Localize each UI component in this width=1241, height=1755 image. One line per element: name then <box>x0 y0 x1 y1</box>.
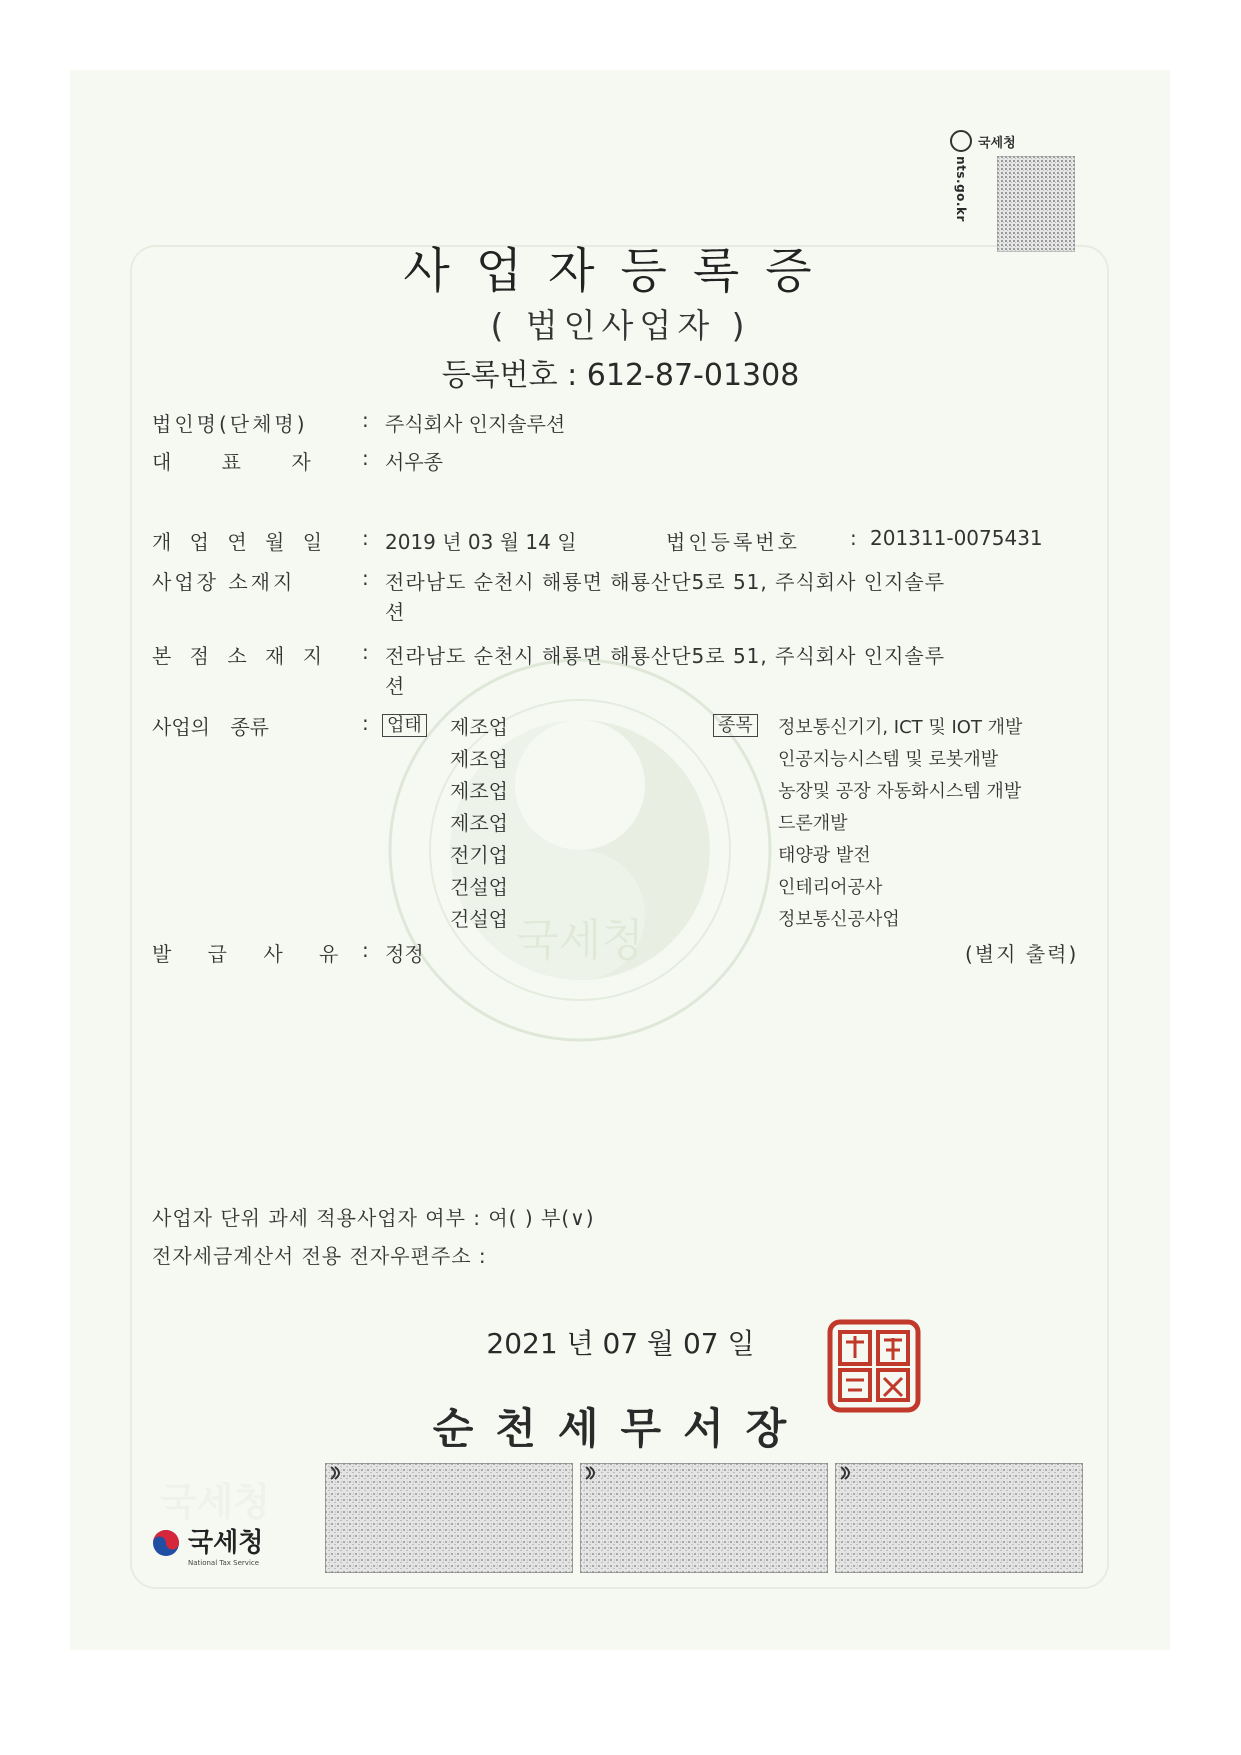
jongmok-item: 정보통신공사업 <box>778 909 900 930</box>
biz-address-label: 사업장 소재지 <box>152 570 296 594</box>
jongmok-item: 정보통신기기, ICT 및 IOT 개발 <box>778 717 1023 738</box>
colon: : <box>362 640 369 664</box>
corp-reg-label: 법인등록번호 <box>666 530 800 554</box>
jongmok-tag-text: 종목 <box>713 714 758 737</box>
document-subtitle: ( 법인사업자 ) <box>490 306 751 345</box>
hq-address-label: 본 점 소 재 지 <box>152 644 323 668</box>
email-line: 전자세금계산서 전용 전자우편주소 : <box>152 1244 487 1268</box>
footer-logo-text: 국세청 <box>188 1528 264 1558</box>
issue-reason-label: 발 급 사 유 <box>152 942 339 966</box>
uptae-item: 전기업 <box>450 843 508 867</box>
representative-label: 대 표 자 <box>152 450 311 474</box>
uptae-item: 제조업 <box>450 747 508 771</box>
watermark-text: 국세청 <box>516 915 644 966</box>
nts-top-logo <box>950 130 1016 152</box>
biz-address-line2: 션 <box>385 600 405 624</box>
jongmok-item: 인테리어공사 <box>778 877 883 898</box>
colon: : <box>362 566 369 590</box>
colon: : <box>362 711 369 735</box>
document-title: 사업자등록증 <box>403 243 838 299</box>
jongmok-item: 태양광 발전 <box>778 845 871 866</box>
taegeuk-icon <box>153 1530 179 1556</box>
uptae-item: 건설업 <box>450 875 508 899</box>
jongmok-item: 농장및 공장 자동화시스템 개발 <box>778 781 1022 802</box>
jongmok-item: 드론개발 <box>778 813 848 834</box>
footer-bg-text: 국세청 <box>159 1480 271 1524</box>
issue-date: 2021 년 07 월 07 일 <box>486 1327 755 1360</box>
tax-office-name: 순천세무서장 <box>432 1404 809 1453</box>
uptae-item: 제조업 <box>450 811 508 835</box>
nts-watermark-seal <box>380 650 780 1050</box>
representative-value: 서우종 <box>385 450 443 474</box>
colon: : <box>362 526 369 550</box>
registration-number: 등록번호 : 612-87-01308 <box>441 358 800 393</box>
issue-reason-value: 정정 <box>385 942 424 966</box>
verification-strip <box>580 1463 828 1573</box>
nts-footer-logo <box>140 1463 290 1573</box>
biz-type-label: 사업의 종류 <box>152 715 269 739</box>
unit-tax-line: 사업자 단위 과세 적용사업자 여부 : 여( ) 부(∨) <box>152 1206 595 1230</box>
uptae-tag-text: 업태 <box>382 714 427 737</box>
nts-mascot-icon <box>950 130 972 152</box>
verification-strip <box>325 1463 573 1573</box>
corp-name-value: 주식회사 인지솔루션 <box>385 412 566 436</box>
uptae-item: 제조업 <box>450 715 508 739</box>
hq-address-line1: 전라남도 순천시 해룡면 해룡산단5로 51, 주식회사 인지솔루 <box>385 644 946 668</box>
official-seal-stamp <box>826 1318 922 1414</box>
open-date-label: 개 업 연 월 일 <box>152 530 323 554</box>
jongmok-item: 인공지능시스템 및 로봇개발 <box>778 749 999 770</box>
open-date-value: 2019 년 03 월 14 일 <box>385 530 577 554</box>
corp-name-label: 법인명(단체명) <box>152 412 308 436</box>
uptae-item: 건설업 <box>450 907 508 931</box>
colon: : <box>362 938 369 962</box>
separate-print-note: (별지 출력) <box>965 942 1079 966</box>
nts-top-logo-text: 국세청 <box>978 135 1016 151</box>
colon: : <box>362 446 369 470</box>
verification-strip <box>835 1463 1083 1573</box>
nts-url: nts.go.kr <box>953 156 968 222</box>
hq-address-line2: 션 <box>385 674 405 698</box>
corp-reg-value: 201311-0075431 <box>870 526 1043 550</box>
footer-logo-en: National Tax Service <box>188 1559 260 1567</box>
colon: : <box>850 526 857 550</box>
colon: : <box>362 408 369 432</box>
biz-address-line1: 전라남도 순천시 해룡면 해룡산단5로 51, 주식회사 인지솔루 <box>385 570 946 594</box>
jongmok-tag <box>713 711 758 737</box>
uptae-tag <box>382 711 427 737</box>
uptae-item: 제조업 <box>450 779 508 803</box>
